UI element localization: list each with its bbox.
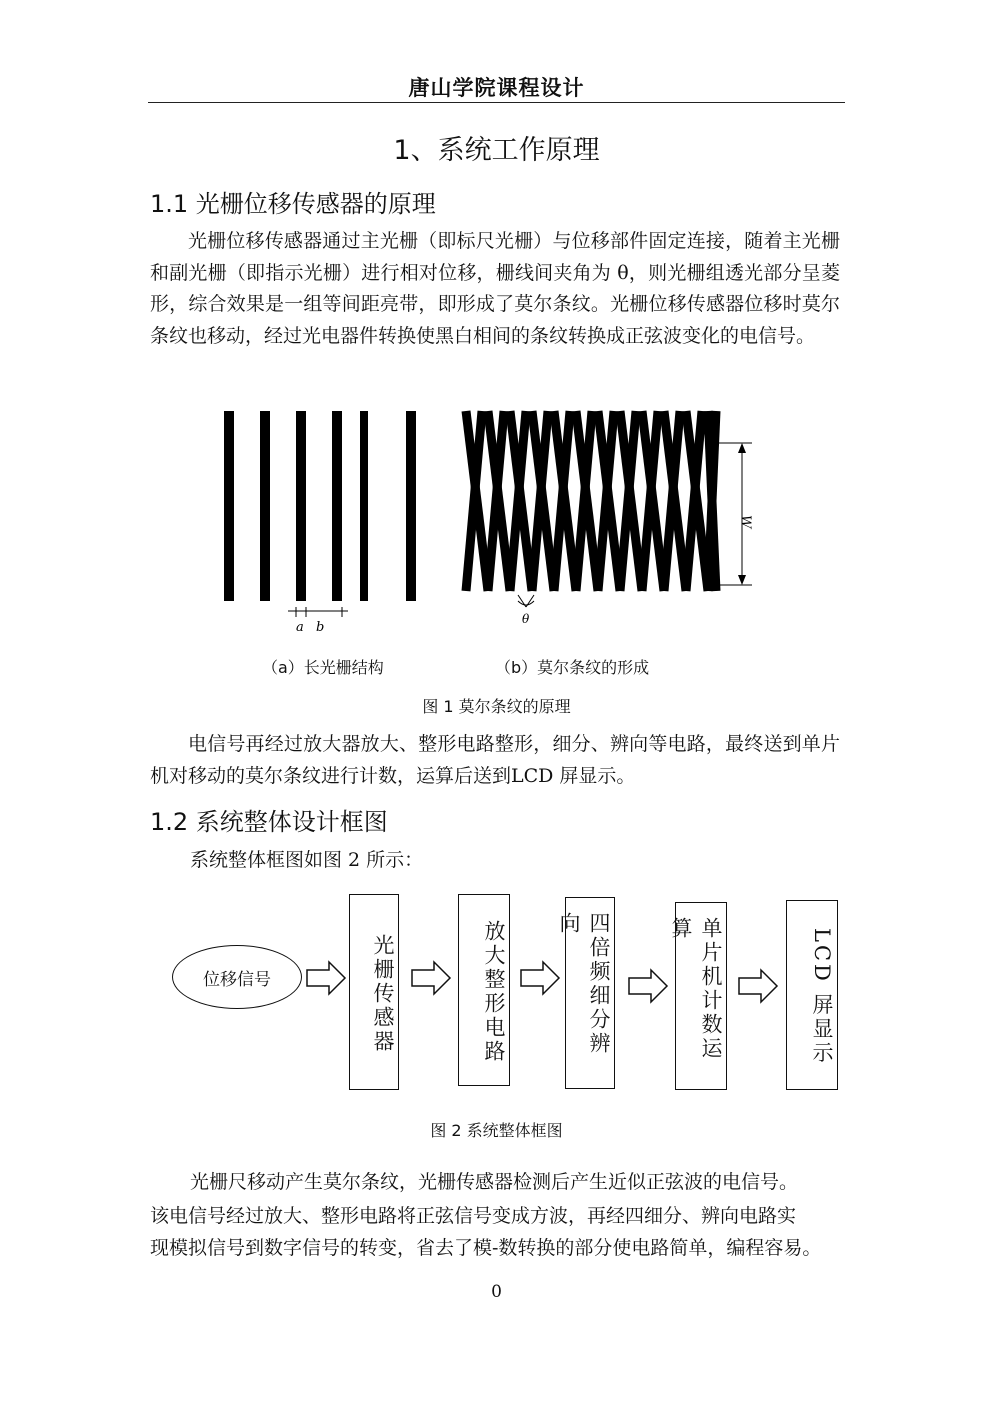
- summary-line-2: 该电信号经过放大、整形电路将正弦信号变成方波，再经四细分、辨向电路实: [150, 1205, 797, 1227]
- summary-line-1: 光栅尺移动产生莫尔条纹，光栅传感器检测后产生近似正弦波的电信号。: [190, 1171, 799, 1193]
- figure2-caption: 图 2 系统整体框图: [430, 1121, 563, 1140]
- subcaption-a: （a）长光栅结构: [262, 658, 384, 677]
- input-label: 位移信号: [203, 969, 271, 990]
- block-amplifier-shaper: [458, 894, 510, 1086]
- diagram-intro: 系统整体框图如图 2 所示：: [190, 849, 424, 871]
- block-lcd-display: [786, 900, 838, 1090]
- section-heading-1-1: 1.1 光栅位移传感器的原理: [150, 190, 436, 218]
- arrow-4-icon: [625, 966, 671, 1006]
- label-w: W: [738, 515, 753, 529]
- block-amplifier-shaper-label: 放大整形电路: [482, 920, 506, 1064]
- block-quad-subdivision: [557, 897, 615, 1089]
- label-a: a: [296, 620, 304, 635]
- arrow-2-icon: [408, 958, 454, 998]
- subcaption-b: （b）莫尔条纹的形成: [495, 658, 650, 677]
- arrow-1-icon: [303, 958, 349, 998]
- grating-bars: [224, 411, 342, 601]
- page-number: 0: [491, 1282, 502, 1302]
- arrow-5-icon: [735, 966, 781, 1006]
- figure-grating-structure: [210, 405, 360, 640]
- chapter-title: 1、系统工作原理: [393, 135, 600, 166]
- label-theta: θ: [522, 612, 530, 626]
- block-mcu-counter: [669, 902, 727, 1090]
- block-quad-subdivision-label: 四倍频细分辨向: [557, 912, 611, 1056]
- paragraph-grating-principle: 光栅位移传感器通过主光栅（即标尺光栅）与位移部件固定连接，随着主光栅和副光栅（即指示光栅）进行相对位移，栅线间夹角为 θ，则光栅组透光部分呈菱形，综合效果是一组等间距亮带，即形成了莫尔条纹。光栅位移传感器位移时莫尔条纹也移动，经过光电器件转换使黑白相间的条纹转换成正弦波变化的电信号。: [150, 230, 840, 347]
- block-grating-sensor: [349, 894, 399, 1090]
- paragraph-signal-processing: 电信号再经过放大器放大、整形电路整形，细分、辨向等电路，最终送到单片机对移动的莫尔条纹进行计数，运算后送到LCD 屏显示。: [150, 733, 840, 787]
- label-b: b: [316, 620, 325, 635]
- summary-line-3: 现模拟信号到数字信号的转变，省去了模-数转换的部分使电路简单，编程容易。: [150, 1237, 822, 1259]
- header-title: 唐山学院课程设计: [408, 75, 585, 100]
- figure1-caption: 图 1 莫尔条纹的原理: [422, 697, 571, 716]
- section-heading-1-2: 1.2 系统整体设计框图: [150, 808, 388, 836]
- figure-grating-bars-extra: [360, 405, 430, 605]
- block-mcu-counter-label: 单片机计数运算: [669, 917, 723, 1061]
- block-lcd-display-label: LCD 屏显示: [810, 928, 834, 1066]
- figure-moire-fringes: [460, 405, 780, 630]
- input-oval: [172, 945, 302, 1009]
- block-grating-sensor-label: 光栅传感器: [371, 934, 395, 1054]
- header-divider: [148, 102, 845, 103]
